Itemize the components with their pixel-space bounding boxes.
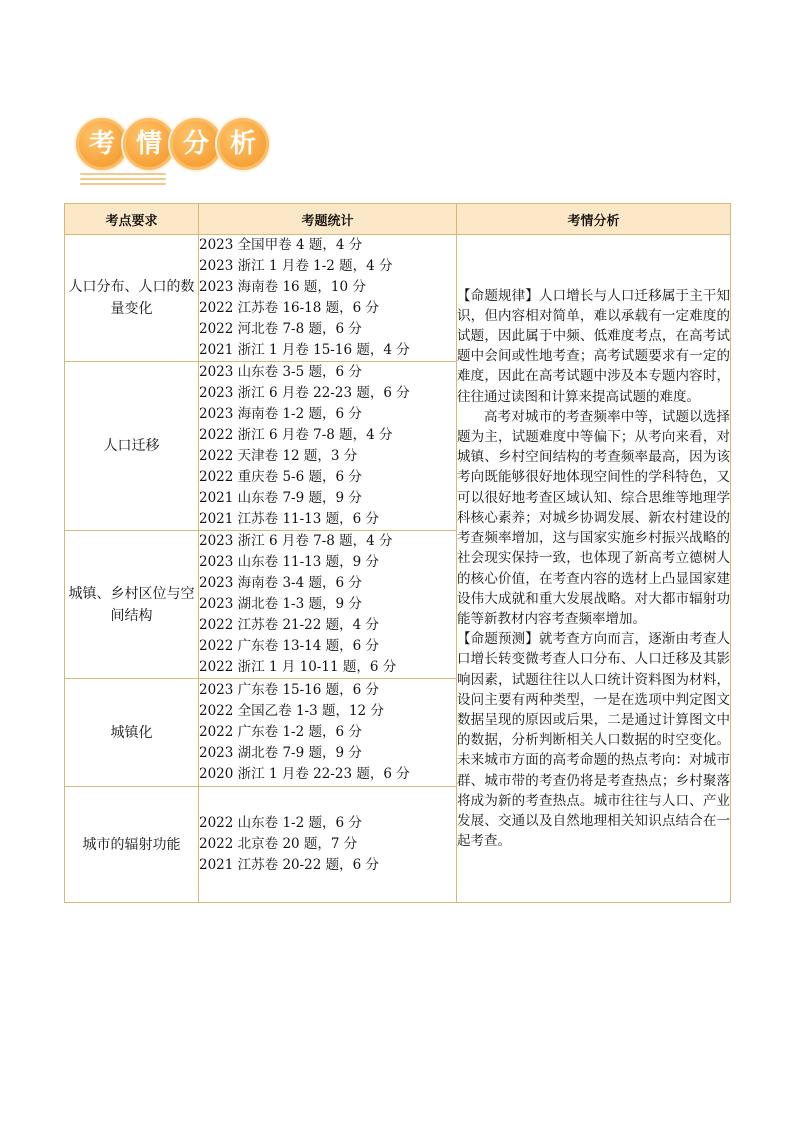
topic-cell: 城市的辐射功能 — [65, 787, 199, 903]
stat-item: 2023 海南卷 1-2 题，6 分 — [199, 406, 362, 422]
topic-cell: 人口分布、人口的数量变化 — [65, 235, 199, 362]
prediction-text: 就考查方向而言，逐渐由考查人口增长转变微考查人口分布、人口迁移及其影响因素，试题往往以人口统计资料图为材料，设问主要有两种类型，一是在选项中判定图文数据呈现的原因或后果，二是通过计算图文中的数据，分析判断相关人口数据的时空变化。未来城市方面的高考命题的热点考向：对城市群、城市带的考查仍将是考查热点；乡村聚落将成为新的考查热点。城市往往与人口、产业发展、交通以及自然地理相关知识点结合在一起考查。 — [457, 631, 731, 850]
stat-item: 2022 广东卷 13-14 题，6 分 — [199, 638, 380, 654]
header-analysis: 考情分析 — [457, 204, 731, 235]
stat-item: 2022 北京卷 20 题，7 分 — [199, 836, 358, 852]
stat-item: 2022 山东卷 1-2 题，6 分 — [199, 815, 362, 831]
stat-item: 2023 山东卷 11-13 题，9 分 — [199, 554, 380, 570]
prediction-tag: 【命题预测】 — [457, 631, 539, 648]
stat-item: 2023 浙江 1 月卷 1-2 题，4 分 — [199, 258, 393, 274]
stats-cell — [199, 679, 457, 787]
stat-item: 2022 浙江 6 月卷 7-8 题，4 分 — [199, 427, 393, 443]
header-topic: 考点要求 — [65, 204, 199, 235]
table-header-row — [65, 204, 731, 235]
title-char-badge: 考 — [76, 118, 128, 170]
stat-item: 2023 海南卷 16 题，10 分 — [199, 279, 366, 295]
analysis-paragraph-2: 高考对城市的考查频率中等，试题以选择题为主，试题难度中等偏下；从考向来看，对城镇、乡村空间结构的考查频率最高，因为该考向既能够很好地体现空间性的学科特色，又可以很好地考查区域认知、综合思维等地理学科核心素养；对城乡协调发展、新农村建设的考查频率增加，这与国家实施乡村振兴战略的社会现实保持一致，也体现了新高考立德树人的核心价值，在考查内容的选材上凸显国家建设伟大成就和重大发展战略。对大都市辐射功能等新教材内容考查频率增加。 — [457, 408, 730, 627]
rule-text: 人口增长与人口迁移属于主干知识，但内容相对简单，难以承载有一定难度的试题，因此属于中频、低难度考点，在高考试题中会间或性地考查；高考试题要求有一定的难度，因此在高考试题中涉及本专题内容时，往往通过读图和计算来提高试题的难度。 — [457, 287, 731, 405]
stats-cell — [199, 531, 457, 679]
topic-cell: 人口迁移 — [65, 362, 199, 531]
stat-item: 2021 山东卷 7-9 题，9 分 — [199, 490, 362, 506]
stat-item: 2022 河北卷 7-8 题，6 分 — [199, 321, 362, 337]
stat-item: 2022 广东卷 1-2 题，6 分 — [199, 724, 362, 740]
stat-item: 2022 江苏卷 21-22 题，4 分 — [199, 617, 380, 633]
stat-item: 2023 山东卷 3-5 题，6 分 — [199, 364, 362, 380]
header-stats: 考题统计 — [199, 204, 457, 235]
stat-item: 2023 海南卷 3-4 题，6 分 — [199, 575, 362, 591]
stat-item: 2022 天津卷 12 题，3 分 — [199, 448, 358, 464]
analysis-cell — [457, 235, 731, 903]
topic-cell: 城镇化 — [65, 679, 199, 787]
title-underline-decoration — [80, 173, 166, 188]
stats-cell — [199, 787, 457, 903]
stat-item: 2022 浙江 1 月 10-11 题，6 分 — [199, 659, 397, 675]
rule-tag: 【命题规律】 — [457, 287, 539, 304]
stat-item: 2023 湖北卷 7-9 题，9 分 — [199, 745, 362, 761]
stat-item: 2021 江苏卷 20-22 题，6 分 — [199, 857, 380, 873]
table-row — [65, 235, 731, 362]
analysis-paragraph-1 — [457, 286, 730, 407]
stat-item: 2022 全国乙卷 1-3 题，12 分 — [199, 703, 384, 719]
exam-analysis-table — [64, 203, 731, 903]
topic-cell: 城镇、乡村区位与空间结构 — [65, 531, 199, 679]
stat-item: 2022 重庆卷 5-6 题，6 分 — [199, 469, 362, 485]
stats-cell — [199, 362, 457, 531]
stat-item: 2021 浙江 1 月卷 15-16 题，4 分 — [199, 342, 410, 358]
title-char-badge: 分 — [170, 118, 222, 170]
stat-item: 2020 浙江 1 月卷 22-23 题，6 分 — [199, 766, 410, 782]
stat-item: 2022 江苏卷 16-18 题，6 分 — [199, 300, 380, 316]
analysis-paragraph-3 — [457, 629, 730, 851]
title-char-badge: 情 — [123, 118, 175, 170]
stat-item: 2023 湖北卷 1-3 题，9 分 — [199, 596, 362, 612]
stat-item: 2021 江苏卷 11-13 题，6 分 — [199, 511, 380, 527]
title-char-badge: 析 — [217, 118, 269, 170]
stat-item: 2023 全国甲卷 4 题，4 分 — [199, 237, 363, 253]
stats-cell — [199, 235, 457, 362]
stat-item: 2023 广东卷 15-16 题，6 分 — [199, 682, 380, 698]
stat-item: 2023 浙江 6 月卷 7-8 题，4 分 — [199, 533, 393, 549]
stat-item: 2023 浙江 6 月卷 22-23 题，6 分 — [199, 385, 410, 401]
section-title — [76, 118, 272, 180]
